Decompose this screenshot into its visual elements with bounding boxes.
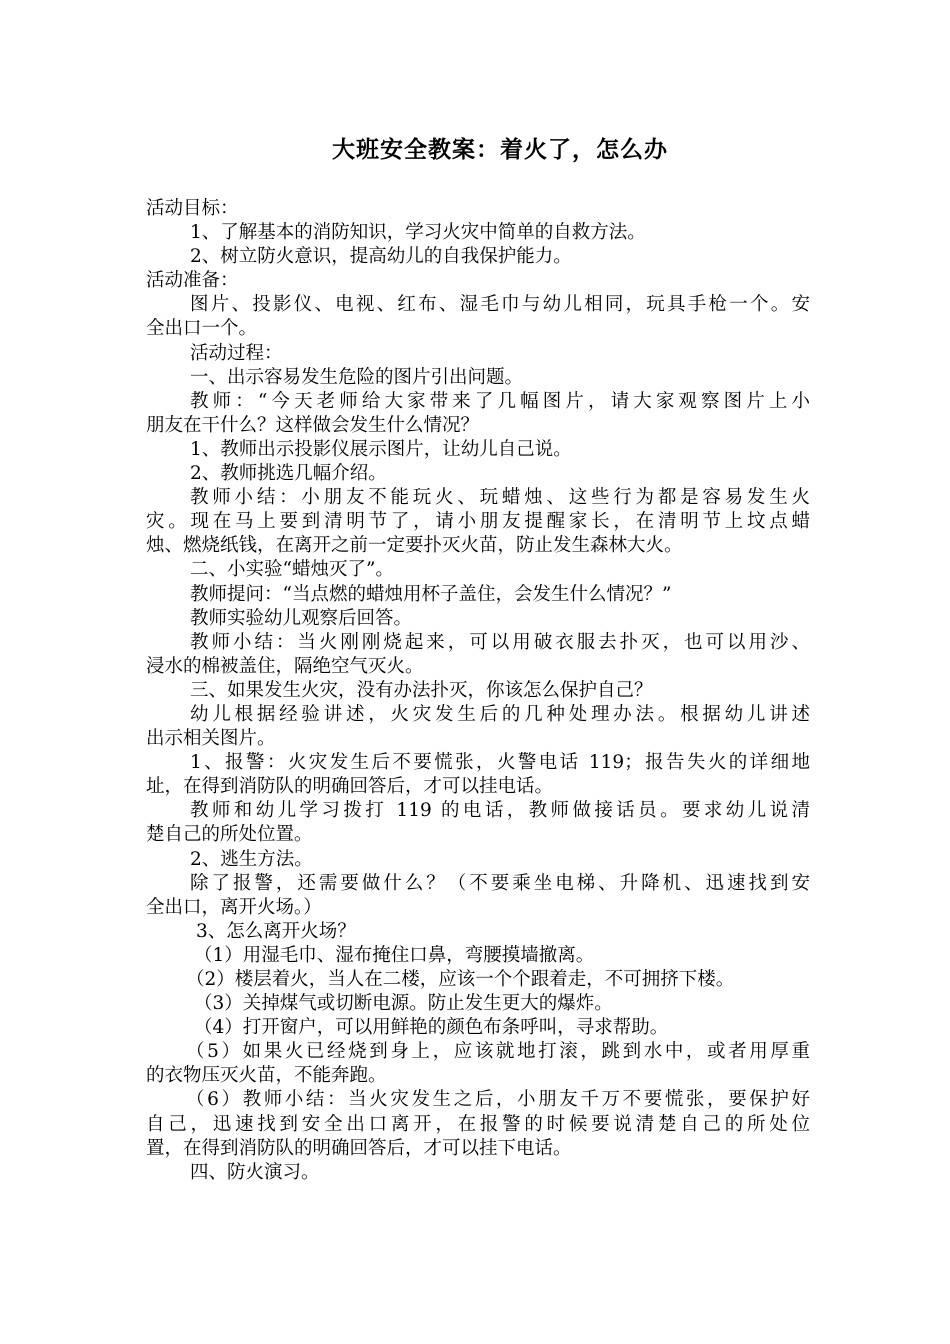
- list-item: （5）如果火已经烧到身上，应该就地打滚，跳到水中，或者用厚重: [186, 1041, 810, 1063]
- paragraph-line: 址，在得到消防队的明确回答后，才可以挂电话。: [146, 776, 554, 798]
- paragraph-line: 全出口一个。: [146, 318, 258, 340]
- paragraph-line: 2、教师挑选几幅介绍。: [190, 463, 387, 485]
- document-title: 大班安全教案：着火了，怎么办: [332, 137, 668, 163]
- list-item: （3）关掉煤气或切断电源。防止发生更大的爆炸。: [194, 993, 613, 1015]
- paragraph-line: 全出口，离开火场。）: [146, 896, 322, 918]
- section-heading: 活动目标：: [146, 198, 239, 219]
- paragraph-line: 教师小结：当火刚刚烧起来，可以用破衣服去扑灭，也可以用沙、: [190, 631, 810, 653]
- paragraph-line: 朋友在干什么？这样做会发生什么情况？: [146, 414, 480, 436]
- paragraph-line: 图片、投影仪、电视、红布、湿毛巾与幼儿相同，玩具手枪一个。安: [190, 294, 810, 316]
- list-item: （4）打开窗户，可以用鲜艳的颜色布条呼叫，寻求帮助。: [194, 1017, 669, 1039]
- list-item: 的衣物压灭火苗，不能奔跑。: [146, 1065, 387, 1087]
- paragraph-line: 楚自己的所处位置。: [146, 824, 313, 846]
- list-item: 置，在得到消防队的明确回答后，才可以挂下电话。: [146, 1137, 572, 1159]
- paragraph-line: 2、树立防火意识，提高幼儿的自我保护能力。: [190, 246, 572, 268]
- paragraph-line: 2、逃生方法。: [190, 848, 313, 870]
- paragraph-line: 教师和幼儿学习拨打 119 的电话，教师做接话员。要求幼儿说清: [190, 800, 810, 822]
- paragraph-line: 幼儿根据经验讲述，火灾发生后的几种处理办法。根据幼儿讲述: [190, 703, 810, 725]
- list-item: （2）楼层着火，当人在二楼，应该一个个跟着走，不可拥挤下楼。: [186, 969, 735, 990]
- paragraph-line: 教师提问：“当点燃的蜡烛用杯子盖住，会发生什么情况？”: [190, 583, 672, 605]
- list-item: （1）用湿毛巾、湿布掩住口鼻，弯腰摸墙撤离。: [194, 944, 595, 966]
- list-item: （6）教师小结：当火灾发生之后，小朋友千万不要慌张，要保护好: [186, 1089, 810, 1111]
- paragraph-line: 灾。现在马上要到清明节了，请小朋友提醒家长，在清明节上坟点蜡: [146, 511, 810, 533]
- paragraph-line: 除了报警，还需要做什么？（不要乘坐电梯、升降机、迅速找到安: [190, 872, 810, 894]
- paragraph-line: 教师实验幼儿观察后回答。: [190, 607, 413, 629]
- paragraph-line: 1、报警：火灾发生后不要慌张，火警电话 119；报告失火的详细地: [190, 752, 810, 774]
- paragraph-line: 二、小实验“蜡烛灭了”。: [190, 559, 394, 581]
- section-heading: 四、防火演习。: [190, 1161, 320, 1183]
- paragraph-line: 1、教师出示投影仪展示图片，让幼儿自己说。: [190, 438, 572, 460]
- list-item: 自己，迅速找到安全出口离开，在报警的时候要说清楚自己的所处位: [146, 1113, 810, 1135]
- paragraph-line: 教师小结：小朋友不能玩火、玩蜡烛、这些行为都是容易发生火: [190, 487, 810, 509]
- paragraph-line: 教师：“今天老师给大家带来了几幅图片，请大家观察图片上小: [190, 390, 810, 412]
- paragraph-line: 一、出示容易发生危险的图片引出问题。: [190, 366, 524, 388]
- paragraph-line: 三、如果发生火灾，没有办法扑灭，你该怎么保护自己？: [190, 679, 653, 701]
- paragraph-line: 浸水的棉被盖住，隔绝空气灭火。: [146, 655, 424, 677]
- section-heading: 活动过程：: [190, 342, 283, 364]
- paragraph-line: 1、了解基本的消防知识，学习火灾中简单的自救方法。: [190, 222, 646, 244]
- paragraph-line: 出示相关图片。: [146, 728, 276, 750]
- paragraph-line: 3、怎么离开火场？: [196, 920, 356, 942]
- document-body: [146, 197, 810, 1185]
- section-heading: 活动准备：: [146, 270, 239, 292]
- paragraph-line: 烛、燃烧纸钱，在离开之前一定要扑灭火苗，防止发生森林大火。: [146, 535, 683, 557]
